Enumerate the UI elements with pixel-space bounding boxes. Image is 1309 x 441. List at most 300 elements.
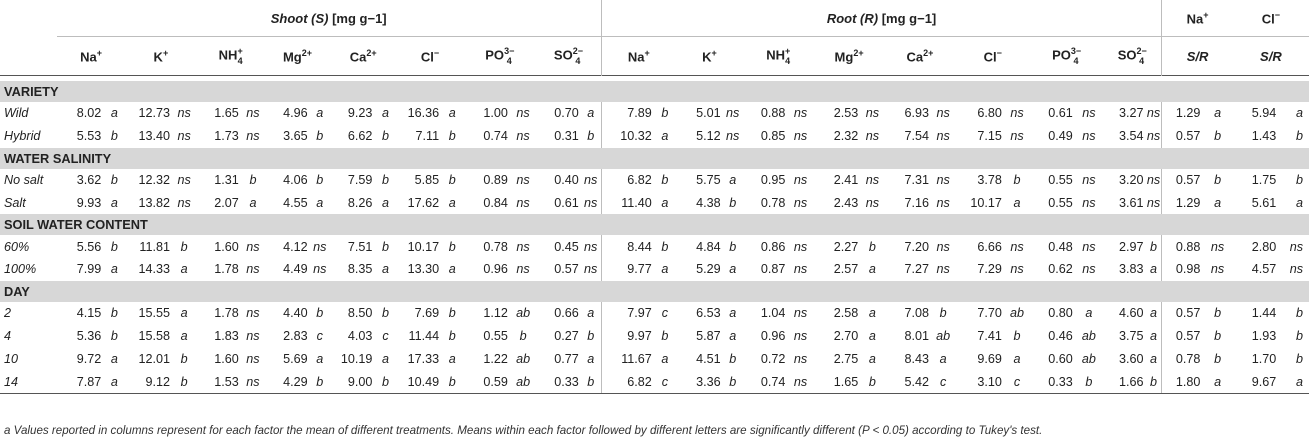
cell-letter: b [1146, 235, 1162, 258]
cell-value: 0.27 [554, 328, 579, 343]
cell-value: 3.27 [1119, 106, 1144, 121]
cell-letter: ns [793, 351, 808, 366]
cell-value: 0.78 [760, 195, 786, 210]
cell-value: 3.36 [676, 370, 723, 393]
cell-letter: ns [246, 328, 260, 343]
cell-value: 0.78 [1175, 351, 1201, 366]
cell-value: 3.10 [955, 370, 1004, 393]
cell-letter: ns [793, 129, 808, 144]
table-row [0, 235, 1309, 258]
cell-value: 5.94 [1251, 106, 1277, 121]
cell-value: 5.12 [696, 129, 721, 144]
cell-value: 7.20 [904, 239, 930, 254]
cell-value: 1.65 [814, 370, 861, 393]
cell-letter: ab [936, 328, 951, 343]
cell-value: 7.08 [904, 306, 930, 321]
cell-letter: b [860, 370, 884, 393]
table-row [0, 169, 1309, 192]
cell-letter: b [581, 370, 601, 393]
table-row [0, 258, 1309, 281]
cell-value: 1.44 [1251, 306, 1277, 321]
cell-value: 0.46 [1048, 328, 1073, 343]
cell-value: 4.03 [347, 328, 373, 343]
cell-value: 3.61 [1119, 195, 1144, 210]
cell-letter: a [249, 195, 257, 210]
cell-letter: b [1214, 306, 1222, 321]
cell-letter: ns [1082, 106, 1096, 121]
cell-letter: b [448, 172, 456, 187]
root-title: Root (R) [826, 10, 879, 26]
cell-letter: b [381, 172, 389, 187]
cell-value: 0.96 [760, 328, 786, 343]
cell-letter: ns [581, 258, 601, 281]
ratio-cl-header: Cl− [1233, 0, 1309, 37]
shoot-col-k: K+ [153, 47, 169, 65]
table-row [0, 102, 1309, 125]
cell-letter: a [1013, 195, 1021, 210]
cell-value: 0.57 [1175, 172, 1201, 187]
cell-letter: ns [865, 129, 879, 144]
cell-value: 8.26 [347, 195, 373, 210]
cell-letter: a [581, 302, 601, 325]
cell-value: 7.29 [977, 262, 1002, 277]
cell-value: 7.97 [627, 306, 652, 321]
cell-letter: b [939, 306, 947, 321]
table-row [0, 325, 1309, 348]
cell-value: 11.40 [621, 195, 652, 210]
cell-value: 1.93 [1251, 328, 1277, 343]
cell-value: 1.00 [483, 106, 508, 121]
cell-value: 15.58 [138, 328, 171, 343]
cell-letter: ns [246, 306, 260, 321]
cell-value: 3.62 [76, 172, 102, 187]
cell-letter: b [1075, 370, 1103, 393]
cell-letter: ns [865, 172, 879, 187]
cell-letter: ns [787, 370, 813, 393]
cell-letter: b [1214, 129, 1222, 144]
section-header: DAY [0, 281, 1309, 302]
cell-letter: b [1295, 172, 1303, 187]
cell-letter: c [654, 370, 676, 393]
cell-letter: c [316, 328, 323, 343]
cell-value: 6.82 [627, 172, 652, 187]
cell-letter: ns [246, 129, 260, 144]
cell-value: 1.60 [214, 239, 239, 254]
cell-value: 1.43 [1251, 129, 1277, 144]
cell-value: 7.87 [57, 370, 104, 393]
cell-value: 2.43 [833, 195, 859, 210]
cell-value: 16.36 [407, 106, 440, 121]
cell-value: 8.01 [904, 328, 930, 343]
cell-value: 10.32 [620, 129, 652, 144]
cell-letter: ns [1146, 169, 1162, 192]
cell-letter: a [1295, 106, 1303, 121]
cell-value: 12.32 [138, 172, 171, 187]
cell-letter: a [1278, 370, 1309, 393]
row-label: 2 [4, 306, 12, 321]
shoot-col-cl: Cl− [420, 47, 440, 65]
cell-letter: b [1013, 328, 1021, 343]
cell-letter: ns [793, 195, 808, 210]
row-label: 100% [4, 262, 37, 277]
section-header: WATER SALINITY [0, 148, 1309, 169]
cell-letter: b [1295, 129, 1303, 144]
cell-letter: a [110, 106, 118, 121]
cell-value: 5.36 [76, 328, 102, 343]
cell-letter: ns [865, 106, 879, 121]
cell-value: 13.82 [138, 195, 171, 210]
cell-letter: ab [1081, 328, 1096, 343]
cell-value: 8.44 [627, 239, 652, 254]
cell-value: 3.54 [1119, 129, 1144, 144]
cell-letter: ns [581, 169, 601, 192]
cell-value: 5.87 [696, 328, 721, 343]
cell-value: 7.70 [977, 306, 1002, 321]
cell-value: 4.96 [283, 106, 308, 121]
shoot-col-nh4: NH + 4 [218, 46, 243, 66]
cell-letter: b [110, 239, 118, 254]
cell-value: 6.93 [904, 106, 930, 121]
cell-value: 0.59 [463, 370, 510, 393]
cell-letter: ns [1289, 239, 1303, 254]
cell-letter: a [381, 106, 389, 121]
cell-value: 3.75 [1119, 328, 1144, 343]
cell-letter: b [519, 328, 527, 343]
cell-letter: a [448, 195, 456, 210]
cell-letter: a [868, 351, 876, 366]
cell-letter: b [1146, 370, 1162, 393]
cell-value: 2.41 [833, 172, 859, 187]
cell-letter: b [381, 239, 389, 254]
cell-letter: ns [313, 262, 327, 277]
cell-letter: a [1013, 351, 1021, 366]
cell-value: 13.30 [407, 262, 440, 277]
cell-value: 4.15 [76, 306, 102, 321]
cell-letter: b [110, 306, 118, 321]
cell-value: 7.99 [76, 262, 102, 277]
cell-value: 1.12 [483, 306, 508, 321]
cell-letter: ns [1082, 129, 1096, 144]
cell-value: 2.07 [214, 195, 239, 210]
cell-letter: b [172, 370, 196, 393]
cell-value: 15.55 [138, 306, 171, 321]
cell-letter: ns [516, 172, 530, 187]
cell-letter: ns [936, 129, 950, 144]
cell-letter: b [316, 129, 324, 144]
cell-letter: ns [1146, 102, 1162, 125]
cell-value: 1.80 [1162, 370, 1202, 393]
cell-letter: ns [1010, 262, 1024, 277]
cell-value: 0.66 [554, 306, 579, 321]
cell-letter: ns [581, 235, 601, 258]
cell-letter: a [868, 306, 876, 321]
cell-value: 0.57 [1175, 328, 1201, 343]
table-row [0, 347, 1309, 370]
cell-letter: a [381, 195, 389, 210]
cell-letter: b [316, 306, 324, 321]
shoot-group-header [57, 0, 602, 37]
cell-letter: b [661, 328, 669, 343]
cell-letter: b [310, 370, 330, 393]
cell-value: 7.27 [904, 262, 930, 277]
cell-letter: b [448, 328, 456, 343]
cell-letter: b [868, 239, 876, 254]
cell-letter: ns [516, 262, 530, 277]
cell-value: 3.78 [977, 172, 1002, 187]
cell-letter: b [729, 195, 737, 210]
cell-value: 17.62 [407, 195, 440, 210]
cell-value: 0.31 [554, 129, 579, 144]
shoot-col-po4: PO 3− 4 [485, 46, 515, 66]
cell-letter: a [729, 328, 737, 343]
cell-value: 4.40 [283, 306, 308, 321]
cell-letter: b [374, 370, 396, 393]
cell-value: 9.23 [347, 106, 373, 121]
cell-letter: c [1004, 370, 1030, 393]
cell-letter: ns [1146, 191, 1162, 214]
cell-letter: b [1214, 351, 1222, 366]
cell-letter: ns [1082, 195, 1096, 210]
cell-value: 4.12 [283, 239, 308, 254]
root-col-so4: SO 2− 4 [1103, 37, 1162, 76]
cell-letter: a [661, 195, 669, 210]
cell-letter: ns [246, 351, 260, 366]
cell-value: 0.55 [483, 328, 508, 343]
cell-letter: ns [177, 129, 191, 144]
cell-value: 0.49 [1048, 129, 1073, 144]
cell-value: 9.69 [977, 351, 1002, 366]
cell-value: 0.74 [743, 370, 788, 393]
table-row [0, 370, 1309, 393]
root-col-k: K+ [702, 47, 717, 65]
cell-value: 2.57 [833, 262, 859, 277]
cell-value: 2.27 [833, 239, 859, 254]
cell-value: 5.29 [696, 262, 721, 277]
cell-letter: a [1202, 370, 1232, 393]
cell-value: 1.29 [1175, 195, 1201, 210]
cell-value: 1.29 [1175, 106, 1201, 121]
cell-letter: a [448, 262, 456, 277]
cell-letter: ab [1081, 351, 1096, 366]
cell-value: 2.75 [833, 351, 859, 366]
shoot-title: Shoot (S) [270, 10, 329, 26]
section-header: SOIL WATER CONTENT [0, 214, 1309, 235]
cell-letter: a [868, 262, 876, 277]
cell-letter: a [110, 195, 118, 210]
ratio-col-sr-na: S/R [1186, 48, 1209, 64]
cell-value: 0.70 [554, 106, 579, 121]
cell-value: 0.87 [760, 262, 786, 277]
cell-letter: a [661, 262, 669, 277]
cell-letter: ab [510, 370, 536, 393]
cell-letter: ab [516, 306, 531, 321]
cell-letter: a [661, 351, 669, 366]
cell-letter: c [931, 370, 955, 393]
cell-letter: ns [1146, 125, 1162, 148]
cell-value: 2.53 [833, 106, 859, 121]
cell-letter: ns [581, 191, 601, 214]
cell-value: 12.73 [138, 106, 171, 121]
cell-letter: b [581, 325, 601, 348]
cell-value: 2.80 [1251, 239, 1277, 254]
cell-letter: ns [177, 106, 191, 121]
cell-letter: ns [1082, 172, 1096, 187]
cell-letter: ns [793, 262, 808, 277]
cell-letter: ns [936, 239, 950, 254]
cell-value: 1.31 [214, 172, 239, 187]
cell-value: 4.06 [283, 172, 308, 187]
cell-letter: ns [1082, 239, 1096, 254]
cell-letter: ns [241, 370, 265, 393]
cell-value: 0.57 [1175, 129, 1201, 144]
cell-letter: a [316, 195, 324, 210]
cell-letter: b [1214, 172, 1222, 187]
cell-value: 4.38 [696, 195, 721, 210]
cell-value: 0.48 [1048, 239, 1073, 254]
ratio-col-sr-cl: S/R [1260, 48, 1282, 64]
cell-letter: a [448, 351, 456, 366]
cell-letter: a [1146, 325, 1162, 348]
cell-value: 10.17 [407, 239, 440, 254]
cell-letter: b [1214, 328, 1222, 343]
cell-letter: ns [246, 239, 260, 254]
cell-value: 0.84 [483, 195, 508, 210]
cell-value: 1.78 [214, 306, 239, 321]
cell-letter: ns [516, 129, 530, 144]
root-col-cl: Cl− [983, 47, 1002, 65]
cell-letter: a [1146, 302, 1162, 325]
cell-letter: a [448, 106, 456, 121]
cell-value: 1.73 [214, 129, 239, 144]
cell-value: 0.61 [554, 195, 579, 210]
cell-value: 1.70 [1251, 351, 1277, 366]
cell-letter: ns [793, 239, 808, 254]
cell-letter: a [1146, 258, 1162, 281]
cell-value: 2.70 [833, 328, 859, 343]
cell-value: 9.00 [330, 370, 375, 393]
row-label: 10 [4, 351, 19, 366]
cell-letter: ns [516, 195, 530, 210]
cell-letter: b [316, 172, 324, 187]
cell-letter: ab [516, 351, 531, 366]
cell-letter: a [729, 262, 737, 277]
cell-value: 7.31 [904, 172, 930, 187]
cell-value: 2.32 [833, 129, 859, 144]
cell-letter: b [180, 239, 188, 254]
cell-letter: b [448, 239, 456, 254]
cell-value: 0.40 [554, 172, 579, 187]
cell-letter: b [1295, 328, 1303, 343]
shoot-col-so4: SO 2− 4 [536, 37, 601, 76]
cell-value: 0.74 [483, 129, 508, 144]
shoot-col-na: Na+ [80, 47, 103, 65]
cell-letter: a [316, 106, 324, 121]
cell-value: 0.80 [1048, 306, 1073, 321]
cell-value: 17.33 [407, 351, 440, 366]
cell-letter: ns [793, 172, 808, 187]
row-label: 60% [4, 239, 30, 254]
cell-letter: a [581, 102, 601, 125]
cell-letter: a [110, 351, 118, 366]
cell-value: 5.53 [76, 129, 102, 144]
cell-value: 5.75 [696, 172, 721, 187]
cell-letter: a [1085, 306, 1093, 321]
cell-value: 6.80 [977, 106, 1002, 121]
cell-value: 1.22 [483, 351, 508, 366]
cell-letter: ns [726, 106, 740, 121]
cell-letter: b [1295, 351, 1303, 366]
cell-letter: b [448, 306, 456, 321]
cell-letter: b [723, 370, 743, 393]
cell-value: 0.55 [1048, 195, 1073, 210]
root-unit: [mg g−1] [881, 10, 937, 26]
cell-letter: b [1295, 306, 1303, 321]
cell-value: 7.11 [415, 129, 440, 144]
cell-value: 9.72 [76, 351, 102, 366]
root-col-nh4: NH + 4 [766, 46, 791, 66]
cell-letter: ns [1210, 239, 1225, 254]
cell-letter: ns [1289, 262, 1303, 277]
cell-value: 8.35 [347, 262, 373, 277]
cell-letter: b [110, 328, 118, 343]
cell-letter: c [661, 306, 669, 321]
cell-value: 0.78 [483, 239, 508, 254]
cell-value: 7.59 [347, 172, 373, 187]
ratio-na-header: Na+ [1162, 0, 1233, 37]
cell-letter: ns [793, 306, 808, 321]
cell-value: 4.49 [283, 262, 308, 277]
cell-letter: ns [1010, 239, 1024, 254]
cell-value: 1.65 [214, 106, 239, 121]
cell-value: 1.66 [1103, 370, 1146, 393]
cell-value: 0.88 [760, 106, 786, 121]
cell-letter: b [661, 239, 669, 254]
cell-letter: ns [177, 172, 191, 187]
cell-value: 9.12 [125, 370, 172, 393]
cell-value: 14.33 [138, 262, 171, 277]
cell-value: 0.57 [554, 262, 579, 277]
cell-value: 1.78 [214, 262, 239, 277]
cell-letter: ns [313, 239, 327, 254]
cell-value: 7.16 [904, 195, 930, 210]
cell-value: 3.20 [1119, 172, 1144, 187]
root-group-header [601, 0, 1162, 37]
cell-letter: ns [246, 262, 260, 277]
cell-letter: ns [936, 195, 950, 210]
root-col-na: Na+ [627, 47, 650, 65]
cell-letter: a [1295, 195, 1303, 210]
cell-letter: a [180, 306, 188, 321]
cell-value: 0.88 [1175, 239, 1201, 254]
cell-value: 11.44 [408, 328, 440, 343]
cell-value: 5.61 [1251, 195, 1277, 210]
cell-letter: a [1214, 195, 1222, 210]
cell-letter: a [1146, 347, 1162, 370]
cell-letter: a [868, 328, 876, 343]
cell-letter: ns [726, 129, 740, 144]
table-row [0, 191, 1309, 214]
cell-value: 7.54 [904, 129, 930, 144]
cell-letter: b [661, 106, 669, 121]
cell-value: 0.98 [1175, 262, 1201, 277]
cell-value: 12.01 [138, 351, 171, 366]
cell-letter: ns [1010, 129, 1024, 144]
cell-value: 4.55 [283, 195, 308, 210]
cell-value: 5.01 [696, 106, 721, 121]
cell-letter: a [661, 129, 669, 144]
cell-value: 1.75 [1251, 172, 1277, 187]
root-col-mg: $Mg^{2+}$ [834, 47, 864, 65]
